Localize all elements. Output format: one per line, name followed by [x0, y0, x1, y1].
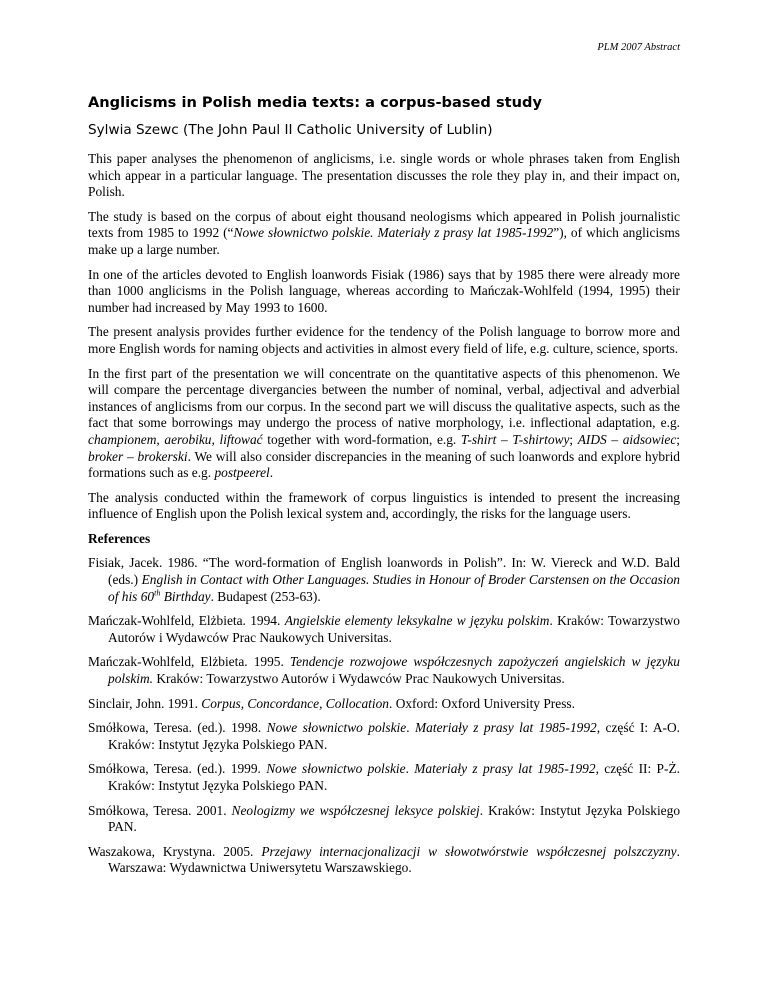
text-span: . Kraków: Instytut Języka Polskiego PAN.: [108, 802, 681, 835]
text-span: together with word-formation, e.g.: [262, 431, 461, 447]
text-span: Fisiak, Jacek. 1986. “The word-formation of English loanwords in Polish”. In: W. Viereck and W.D. Bald (eds.): [88, 555, 680, 588]
text-span: In the first part of the presentation we will concentrate on the quantitative aspects of this phenomenon. We will compare the percentage divergancies between the number of nominal, verbal, adjectival and adverbial instances of anglicisms from our corpus. In the second part we will discuss the qualitative aspects, such as the fact that some borrowings may undergo the process of native morphology, i.e. inflectional adaptation, e.g.: [88, 365, 680, 431]
italic-span: Tendencje rozwojowe współczesnych zapożyczeń angielskich w języku polskim.: [108, 654, 680, 687]
text-span: . Oxford: Oxford University Press.: [389, 695, 575, 711]
reference-item: [88, 555, 680, 605]
text-span: ;: [676, 431, 680, 447]
text-span: Smółkowa, Teresa. (ed.). 1998.: [88, 720, 267, 736]
paragraph-5: [88, 366, 680, 482]
text-span: . Budapest (253-63).: [210, 588, 321, 604]
text-span: .: [405, 761, 415, 777]
text-span: English in Contact with Other Languages. Studies in Honour of Broder Carstensen on the Occasion of his 60: [108, 572, 680, 604]
references-section: [88, 531, 680, 877]
abstract-body: [88, 151, 680, 885]
reference-item: [88, 803, 680, 836]
paragraph-1: This paper analyses the phenomenon of anglicisms, i.e. single words or whole phrases taken from English which appear in a particular language. The presentation discusses the role they play in, and their impact on, Polish.: [88, 151, 680, 200]
text-span: . Kraków: Towarzystwo Autorów i Wydawców Prac Naukowych Universitas.: [108, 613, 680, 645]
text-span: Kraków: Towarzystwo Autorów i Wydawców Prac Naukowych Universitas.: [153, 671, 565, 687]
text-span: . Warszawa: Wydawnictwa Uniwersytetu Warszawskiego.: [108, 843, 680, 876]
author-line: Sylwia Szewc (The John Paul II Catholic University of Lublin): [88, 122, 493, 138]
italic-span: Corpus, Concordance, Collocation: [201, 695, 389, 711]
italic-span: broker – brokerski: [88, 448, 188, 464]
header-note: PLM 2007 Abstract: [597, 42, 680, 53]
reference-item: [88, 696, 680, 713]
superscript: th: [154, 588, 161, 598]
text-span: Smółkowa, Teresa. (ed.). 1999.: [88, 761, 267, 777]
italic-span: Neologizmy we współczesnej leksyce polskiej: [231, 802, 480, 818]
reference-item: [88, 844, 680, 877]
paragraph-3: In one of the articles devoted to English loanwords Fisiak (1986) says that by 1985 there were already more than 1000 anglicisms in the Polish language, whereas according to Mańczak-Wohlfeld (1994, 1995) their number had increased by May 1993 to 1600.: [88, 266, 680, 315]
italic-span: Angielskie elementy leksykalne w języku polskim: [284, 613, 550, 629]
italic-span: AIDS – aidsowiec: [577, 431, 677, 447]
italic-span: postpeerel: [214, 465, 270, 481]
italic-span: Nowe słownictwo polskie: [266, 761, 406, 777]
text-span: Mańczak-Wohlfeld, Elżbieta. 1995.: [88, 654, 290, 670]
text-span: Mańczak-Wohlfeld, Elżbieta. 1994.: [88, 613, 285, 629]
text-span: .: [269, 465, 274, 481]
references-heading: References: [88, 530, 151, 546]
italic-span: T-shirt – T-shirtowy: [460, 431, 570, 447]
italic-span: Przejawy internacjonalizacji w słowotwórstwie współczesnej polszczyzny: [261, 843, 677, 859]
italic-span: Nowe słownictwo polskie. Materiały z prasy lat 1985-1992: [233, 225, 554, 241]
reference-item: [88, 613, 680, 646]
italic-span: [108, 572, 680, 604]
paragraph-4: The present analysis provides further evidence for the tendency of the Polish language to borrow more and more English words for naming objects and activities in almost every field of life, e.g. culture, science, sports.: [88, 324, 680, 356]
text-span: , część II: P-Ż. Kraków: Instytut Języka Polskiego PAN.: [108, 761, 680, 793]
italic-span: Materiały z prasy lat 1985-1992: [415, 720, 597, 736]
paragraph-6: The analysis conducted within the framework of corpus linguistics is intended to present the increasing influence of English upon the Polish lexical system and, accordingly, the risks for the language users.: [88, 489, 680, 522]
reference-item: [88, 720, 680, 753]
text-span: Sinclair, John. 1991.: [88, 695, 202, 711]
italic-span: Nowe słownictwo polskie: [266, 720, 407, 736]
paper-title: Anglicisms in Polish media texts: a corpus-based study: [88, 94, 542, 111]
text-span: Smółkowa, Teresa. 2001.: [88, 802, 232, 818]
paragraph-2: [88, 209, 680, 259]
reference-item: [88, 654, 680, 687]
text-span: ”), of which anglicisms make up a large number.: [88, 225, 681, 257]
italic-span: championem, aerobiku, liftować: [88, 431, 263, 447]
text-span: . We will also consider discrepancies in the meaning of such loanwords and explore hybrid formations such as e.g.: [88, 448, 680, 481]
text-span: .: [406, 720, 416, 736]
text-span: ;: [569, 431, 578, 447]
text-span: , część I: A-O. Kraków: Instytut Języka Polskiego PAN.: [108, 720, 681, 752]
reference-item: [88, 761, 680, 794]
text-span: Waszakowa, Krystyna. 2005.: [88, 843, 262, 859]
text-span: Birthday: [160, 588, 211, 604]
italic-span: Materiały z prasy lat 1985-1992: [414, 761, 596, 777]
text-span: The study is based on the corpus of about eight thousand neologisms which appeared in Polish journalistic texts from 1985 to 1992 (“: [88, 208, 680, 241]
